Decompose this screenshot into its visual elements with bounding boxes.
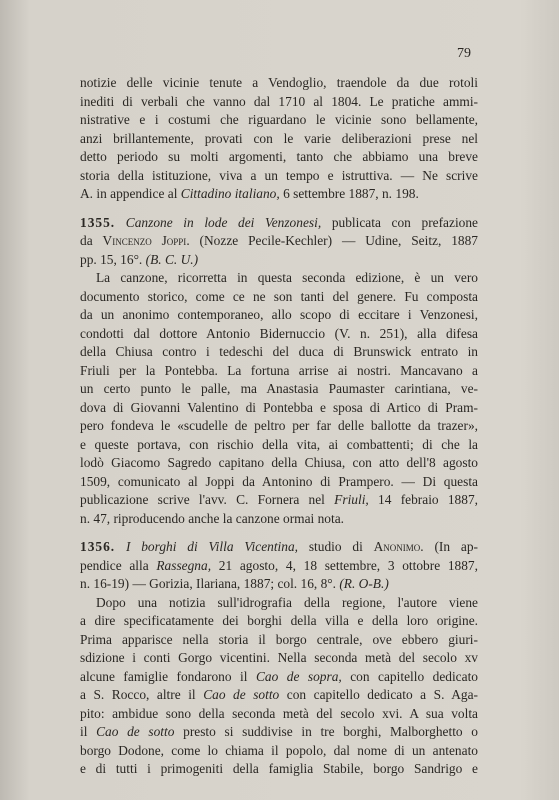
text-line <box>80 491 478 510</box>
text-line <box>80 557 478 576</box>
text-line: condotti dal dottore Antonio Bidernuccio (V. n. 251), alla difesa <box>80 325 478 341</box>
text-line <box>80 723 478 742</box>
entry-title: Canzone in lode dei Venzonesi, <box>125 214 322 230</box>
spacer <box>80 528 478 538</box>
spacer <box>80 204 478 214</box>
citation-title: Cittadino italiano, <box>180 186 280 201</box>
text-segment: . (In ap- <box>420 539 478 554</box>
entry-heading <box>80 538 478 557</box>
text-line: nistrative e i costumi che riguardano le vicinie sono bellamente, <box>80 112 478 127</box>
text-segment: 21 agosto, 4, 18 settembre, 3 ottobre 1887, <box>211 557 478 573</box>
text-segment: 6 settembre 1887, n. 198. <box>279 186 419 201</box>
text-segment: n. 16-19) — Gorizia, Ilariana, 1887; col. 16, 8°. <box>80 576 340 591</box>
text-line <box>80 575 478 594</box>
text-line: lodò Giacomo Sagredo capitano della Chiusa, con atto dell'8 agosto <box>80 455 478 470</box>
text-segment: 14 febraio 1887, <box>368 492 478 507</box>
text-line: pito: ambidue sono della seconda metà del secolo xvi. A sua volta <box>80 705 478 721</box>
text-line: da un anonimo contemporaneo, allo scopo di eccitare i Venzonesi, <box>80 307 478 322</box>
text-line: storia della istituzione, viva a un tempo e istruttiva. — Ne scrive <box>80 167 478 183</box>
text-line: e queste portava, con rischio della vita, ai combattenti; di che la <box>80 436 478 452</box>
text-line: documento storico, come ce ne son tanti del genere. Fu composta <box>80 288 478 304</box>
text-segment: a S. Rocco, altre il <box>80 687 204 702</box>
text-line: della Chiusa contro i tedeschi del duca di Brunswick entrato in <box>80 344 478 359</box>
entry-number: 1356. <box>80 539 116 554</box>
place-name: Cao de sotto <box>96 724 175 739</box>
citation-title: Friuli, <box>334 492 369 507</box>
text-line: inediti di verbali che vanno dal 1710 al 1804. Le pratiche ammi- <box>80 93 478 109</box>
page-number: 79 <box>457 46 471 61</box>
text-line: borgo Dodone, come lo chiama il popolo, dal nome di un antenato <box>80 742 478 758</box>
page-body <box>80 74 478 779</box>
text-line: sdizione i conti Gorgo vicentini. Nella seconda metà del secolo xv <box>80 650 478 665</box>
text-line <box>80 251 478 270</box>
entry-heading <box>80 214 478 233</box>
text-line: detto periodo su molti argomenti, tanto che abbiamo una breve <box>80 149 478 164</box>
text-segment: publicazione scrive l'avv. C. Fornera nel <box>80 492 335 507</box>
text-line <box>80 232 478 251</box>
text-line: pero fondeva le «scudelle de peltro per far delle ballotte da trazer», <box>80 418 478 433</box>
text-line: notizie delle vicinie tenute a Vendoglio, traendole da due rotoli <box>80 75 478 90</box>
text-line: dova di Giovanni Valentino di Pontebba e sposa di Artico di Pram- <box>80 399 478 415</box>
text-line: 1509, comunicato al Joppi da Antonino di Prampero. — Di questa <box>80 473 478 489</box>
place-name: Cao de sotto <box>203 687 280 702</box>
place-name: Cao de sopra, <box>255 668 342 684</box>
text-line: Prima apparisce nella storia il borgo centrale, ove ebbero giuri- <box>80 631 478 647</box>
text-line: un certo punto le palle, ma Anastasia Paumaster carintiana, ve- <box>80 381 478 396</box>
text-segment: alcune famiglie fondarono il <box>80 668 256 684</box>
text-line: La canzone, ricorretta in questa seconda edizione, è un vero <box>96 270 478 285</box>
text-segment: pendice alla <box>80 557 157 573</box>
text-segment: presto si suddivise in tre borghi, Malborghetto o <box>174 724 478 739</box>
text-segment: da <box>80 233 103 248</box>
text-segment: il <box>80 724 97 739</box>
text-segment: con capitello dedicato a S. Aga- <box>279 687 478 702</box>
entry-author: Anonimo <box>373 539 421 554</box>
text-segment: . (Nozze Pecile-Kechler) — Udine, Seitz, 1887 <box>186 233 478 248</box>
citation-title: Rassegna, <box>156 557 212 573</box>
text-line: Friuli per la Pontebba. La fortuna arrise ai nostri. Mancavano a <box>80 362 478 378</box>
entry-title: I borghi di Villa Vicentina, <box>125 539 299 554</box>
text-line: anzi brillantemente, provati con le varie deliberazioni prese nel <box>80 130 478 146</box>
text-line: n. 47, riproducendo anche la canzone ormai nota. <box>80 510 344 526</box>
library-siglum: (R. O-B.) <box>339 576 389 591</box>
entry-author: Vincenzo Joppi <box>102 233 187 248</box>
entry-number: 1355. <box>80 214 116 230</box>
text-line <box>80 185 478 204</box>
text-segment: pp. 15, 16°. <box>80 251 146 267</box>
text-segment: studio di <box>298 539 374 554</box>
text-line <box>80 686 478 705</box>
text-line: a dire specificatamente dei borghi della villa e della loro origine. <box>80 613 478 628</box>
text-segment: publicata con prefazione <box>321 214 478 230</box>
text-segment: A. in appendice al <box>80 186 181 201</box>
text-line: Dopo una notizia sull'idrografia della regione, l'autore viene <box>96 594 478 610</box>
text-line <box>80 668 478 687</box>
library-siglum: (B. C. U.) <box>145 251 199 267</box>
text-line: e di tutti i primogeniti della famiglia Stabile, borgo Sandrigo e <box>80 761 478 776</box>
text-segment: con capitello dedicato <box>341 668 478 684</box>
